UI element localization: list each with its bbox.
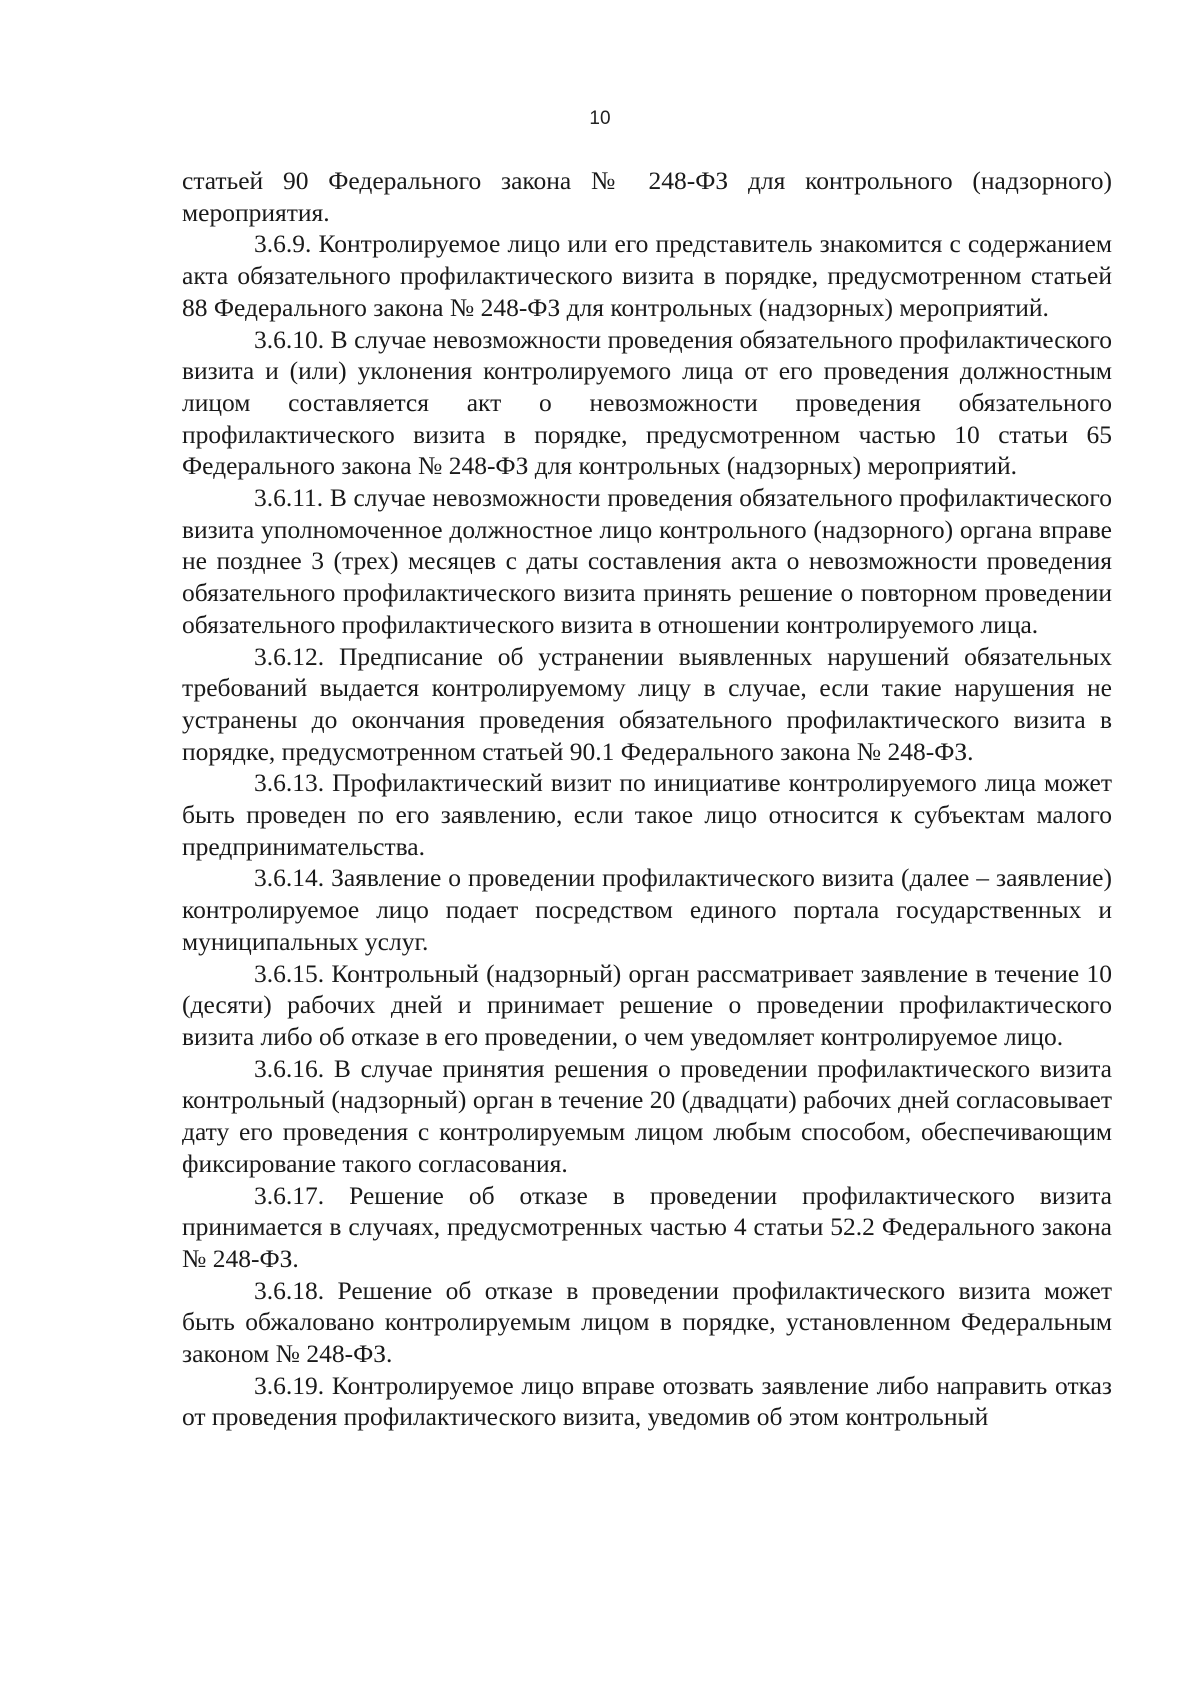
- paragraph-continuation: статьей 90 Федерального закона № 248-ФЗ для контрольного (надзорного) мероприятия.: [182, 166, 1112, 227]
- paragraph-3-6-10: 3.6.10. В случае невозможности проведения обязательного профилактического визита и (или) уклонения контролируемого лица от его проведения должностным лицом составляется акт о невозможности проведения обязательного профилактического визита в порядке, предусмотренном частью 10 статьи 65 Федерального закона № 248-ФЗ для контрольных (надзорных) мероприятий.: [182, 324, 1112, 481]
- paragraph-3-6-18: 3.6.18. Решение об отказе в проведении профилактического визита может быть обжаловано контролируемым лицом в порядке, установленном Федеральным законом № 248-ФЗ.: [182, 1275, 1112, 1369]
- paragraph-3-6-17: 3.6.17. Решение об отказе в проведении профилактического визита принимается в случаях, предусмотренных частью 4 статьи 52.2 Федерального закона № 248-ФЗ.: [182, 1180, 1112, 1273]
- paragraph-3-6-11: 3.6.11. В случае невозможности проведения обязательного профилактического визита уполномоченное должностное лицо контрольного (надзорного) органа вправе не позднее 3 (трех) месяцев с даты составления акта о невозможности проведения обязательного профилактического визита принять решение о повторном проведении обязательного профилактического визита в отношении контролируемого лица.: [182, 483, 1112, 639]
- paragraph-3-6-15: 3.6.15. Контрольный (надзорный) орган рассматривает заявление в течение 10 (десяти) рабочих дней и принимает решение о проведении профилактического визита либо об отказе в его проведении, о чем уведомляет контролируемое лицо.: [182, 958, 1112, 1051]
- paragraph-3-6-19: 3.6.19. Контролируемое лицо вправе отозвать заявление либо направить отказ от проведения профилактического визита, уведомив об этом контрольный: [182, 1370, 1112, 1432]
- paragraph-3-6-12: 3.6.12. Предписание об устранении выявленных нарушений обязательных требований выдается контролируемому лицу в случае, если такие нарушения не устранены до окончания проведения обязательного профилактического визита в порядке, предусмотренном статьей 90.1 Федерального закона № 248-ФЗ.: [182, 641, 1112, 766]
- document-body: [182, 165, 1112, 1433]
- paragraph-3-6-9: 3.6.9. Контролируемое лицо или его представитель знакомится с содержанием акта обязательного профилактического визита в порядке, предусмотренном статьей 88 Федерального закона № 248-ФЗ для контрольных (надзорных) мероприятий.: [182, 229, 1112, 322]
- page-number: 10: [589, 108, 611, 129]
- paragraph-3-6-13: 3.6.13. Профилактический визит по инициативе контролируемого лица может быть проведен по его заявлению, если такое лицо относится к субъектам малого предпринимательства.: [182, 768, 1112, 861]
- paragraph-3-6-14: 3.6.14. Заявление о проведении профилактического визита (далее – заявление) контролируемое лицо подает посредством единого портала государственных и муниципальных услуг.: [182, 863, 1112, 956]
- paragraph-3-6-16: 3.6.16. В случае принятия решения о проведении профилактического визита контрольный (надзорный) орган в течение 20 (двадцати) рабочих дней согласовывает дату его проведения с контролируемым лицом любым способом, обеспечивающим фиксирование такого согласования.: [182, 1053, 1112, 1178]
